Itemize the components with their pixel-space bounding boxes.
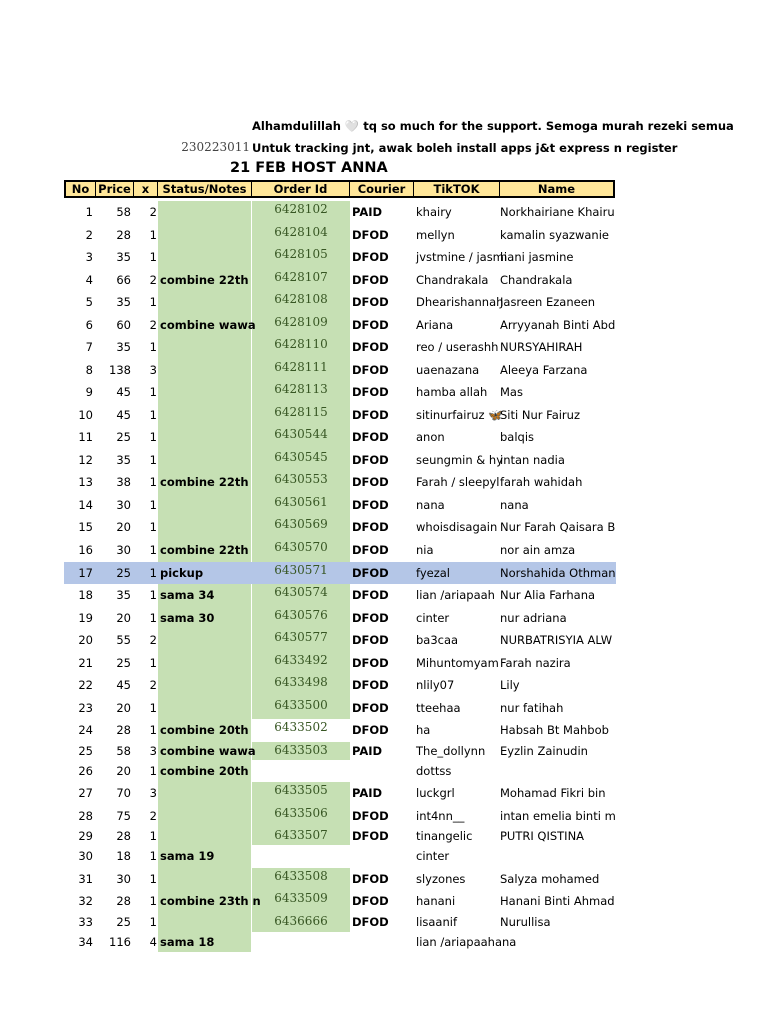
row-no: 30 <box>78 849 93 863</box>
row-status: pickup <box>160 566 204 580</box>
row-qty: 3 <box>149 744 157 758</box>
row-qty: 2 <box>149 273 157 287</box>
col-no[interactable]: No <box>66 182 96 196</box>
table-row[interactable] <box>64 584 616 607</box>
row-name: NURSYAHIRAH <box>500 340 583 354</box>
row-order-id: 6433503 <box>274 743 328 757</box>
row-order-id: 6428111 <box>274 360 328 374</box>
row-name: Mohamad Fikri bin <box>500 786 606 800</box>
row-qty: 1 <box>149 430 157 444</box>
row-order-id: 6428105 <box>274 247 328 261</box>
row-qty: 1 <box>149 475 157 489</box>
row-name: Mas <box>500 385 523 399</box>
row-qty: 3 <box>149 363 157 377</box>
row-status: sama 19 <box>160 849 215 863</box>
table-row[interactable] <box>64 471 616 494</box>
row-order-id: 6428115 <box>274 405 328 419</box>
row-qty: 1 <box>149 723 157 737</box>
row-qty: 1 <box>149 340 157 354</box>
table-header <box>64 180 615 198</box>
table-row[interactable] <box>64 913 616 932</box>
row-qty: 1 <box>149 408 157 422</box>
row-price: 35 <box>116 340 131 354</box>
row-price: 58 <box>116 744 131 758</box>
row-no: 7 <box>85 340 93 354</box>
table-row[interactable] <box>64 291 616 314</box>
row-tiktok: hanani <box>416 894 456 908</box>
row-order-id: 6430553 <box>274 472 328 486</box>
row-order-id: 6428104 <box>274 225 328 239</box>
table-row[interactable] <box>64 629 616 652</box>
row-courier: DFOD <box>352 498 389 512</box>
row-courier: DFOD <box>352 250 389 264</box>
table-row[interactable] <box>64 246 616 269</box>
row-courier: PAID <box>352 205 383 219</box>
row-no: 18 <box>78 588 93 602</box>
col-tiktok[interactable]: TikTOK <box>414 182 500 196</box>
col-name[interactable]: Name <box>537 182 576 196</box>
row-order-id: 6430577 <box>274 630 328 644</box>
row-order-id: 6428110 <box>274 337 328 351</box>
row-status: combine 20th <box>160 764 249 778</box>
row-tiktok: nana <box>416 498 445 512</box>
table-row[interactable] <box>64 932 616 952</box>
row-name: Chandrakala <box>500 273 573 287</box>
row-price: 35 <box>116 250 131 264</box>
row-price: 70 <box>116 786 131 800</box>
row-order-id <box>252 932 350 952</box>
table-row[interactable] <box>64 381 616 404</box>
row-name: intan nadia <box>500 453 565 467</box>
row-price: 66 <box>116 273 131 287</box>
row-tiktok: nlily07 <box>416 678 455 692</box>
row-name: Arryyanah Binti Abd <box>500 318 616 332</box>
row-courier: DFOD <box>352 520 389 534</box>
row-tiktok: Dhearishannah <box>416 295 504 309</box>
table-row[interactable] <box>64 719 616 742</box>
row-courier: DFOD <box>352 656 389 670</box>
row-name: PUTRI QISTINA <box>500 829 585 843</box>
row-qty: 1 <box>149 701 157 715</box>
row-tiktok: jvstmine / jasmi <box>416 250 508 264</box>
row-qty: 4 <box>149 935 157 949</box>
row-qty: 2 <box>149 318 157 332</box>
row-qty: 1 <box>149 764 157 778</box>
row-name <box>500 845 616 868</box>
row-no: 11 <box>78 430 93 444</box>
row-price: 25 <box>116 566 131 580</box>
row-qty: 1 <box>149 915 157 929</box>
row-order-id <box>252 845 350 868</box>
row-price: 18 <box>116 849 131 863</box>
row-courier: DFOD <box>352 678 389 692</box>
row-courier: DFOD <box>352 701 389 715</box>
row-order-id: 6436666 <box>274 914 328 928</box>
table-row[interactable] <box>64 652 616 674</box>
sheet-title: 21 FEB HOST ANNA <box>230 160 388 176</box>
row-price: 28 <box>116 829 131 843</box>
row-name: kamalin syazwanie <box>500 228 609 242</box>
row-price: 38 <box>116 475 131 489</box>
row-price: 30 <box>116 543 131 557</box>
col-price[interactable]: Price <box>96 182 134 196</box>
table-row[interactable] <box>64 782 616 805</box>
table-row[interactable] <box>64 336 616 359</box>
row-courier: DFOD <box>352 295 389 309</box>
row-status: combine wawa <box>160 318 256 332</box>
row-courier: DFOD <box>352 566 389 580</box>
row-tiktok: Ariana <box>416 318 454 332</box>
row-no: 9 <box>85 385 93 399</box>
col-x[interactable]: x <box>134 182 158 196</box>
row-name: Nurullisa <box>500 915 551 929</box>
row-tiktok: cinter <box>416 849 450 863</box>
row-no: 19 <box>78 611 93 625</box>
row-order-id: 6428108 <box>274 292 328 306</box>
table-row[interactable] <box>64 760 616 782</box>
row-no: 25 <box>78 744 93 758</box>
row-qty: 1 <box>149 385 157 399</box>
row-qty: 1 <box>149 520 157 534</box>
row-courier: DFOD <box>352 633 389 647</box>
row-courier: DFOD <box>352 385 389 399</box>
row-no: 6 <box>85 318 93 332</box>
row-no: 21 <box>78 656 93 670</box>
table-row[interactable] <box>64 890 616 913</box>
row-tiktok: The_dollynn <box>416 744 486 758</box>
table-row[interactable] <box>64 269 616 291</box>
row-courier: DFOD <box>352 543 389 557</box>
table-row[interactable] <box>64 805 616 827</box>
row-order-id: 6433500 <box>274 698 328 712</box>
row-tiktok: int4nn__ <box>416 809 465 823</box>
row-qty: 1 <box>149 829 157 843</box>
row-price: 25 <box>116 915 131 929</box>
row-qty: 2 <box>149 205 157 219</box>
row-qty: 1 <box>149 228 157 242</box>
row-price: 20 <box>116 520 131 534</box>
row-name: Siti Nur Fairuz <box>500 408 580 422</box>
row-courier: DFOD <box>352 723 389 737</box>
row-tiktok: lisaanif <box>416 915 458 929</box>
row-name <box>500 932 616 952</box>
row-order-id: 6433498 <box>274 675 328 689</box>
row-courier <box>352 760 412 782</box>
row-price: 45 <box>116 385 131 399</box>
row-tiktok: reo / userashh <box>416 340 499 354</box>
row-name: Hanani Binti Ahmad <box>500 894 615 908</box>
row-no: 22 <box>78 678 93 692</box>
row-price: 28 <box>116 894 131 908</box>
row-tiktok: dottss <box>416 764 452 778</box>
row-courier: DFOD <box>352 475 389 489</box>
row-tiktok: slyzones <box>416 872 466 886</box>
row-price: 116 <box>109 935 131 949</box>
row-tiktok: whoisdisagain <box>416 520 498 534</box>
row-name: Salyza mohamed <box>500 872 600 886</box>
row-order-id: 6428107 <box>274 270 328 284</box>
table-row[interactable] <box>64 539 616 562</box>
row-price: 25 <box>116 430 131 444</box>
row-no: 15 <box>78 520 93 534</box>
row-price: 20 <box>116 701 131 715</box>
row-qty: 1 <box>149 872 157 886</box>
row-courier: DFOD <box>352 228 389 242</box>
row-courier: DFOD <box>352 340 389 354</box>
row-tiktok: mellyn <box>416 228 455 242</box>
row-no: 13 <box>78 475 93 489</box>
col-courier[interactable]: Courier <box>350 182 414 196</box>
row-name: Norkhairiane Khairu <box>500 205 615 219</box>
row-name: nana <box>500 498 529 512</box>
row-name: Aleeya Farzana <box>500 363 588 377</box>
row-order-id: 6430571 <box>274 563 328 577</box>
table-row[interactable] <box>64 562 616 584</box>
row-order-id: 6433502 <box>274 720 328 734</box>
row-order-id: 6430576 <box>274 608 328 622</box>
row-price: 35 <box>116 295 131 309</box>
header-message: Alhamdulillah 🤍 tq so much for the support. Semoga murah rezeki semua <box>252 119 734 133</box>
row-no: 14 <box>78 498 93 512</box>
col-order-id[interactable]: Order Id <box>252 182 350 196</box>
row-qty: 2 <box>149 809 157 823</box>
row-no: 29 <box>78 829 93 843</box>
row-courier <box>352 932 412 952</box>
row-name: Habsah Bt Mahbob <box>500 723 609 737</box>
row-courier: DFOD <box>352 318 389 332</box>
row-price: 30 <box>116 872 131 886</box>
row-courier <box>352 845 412 868</box>
row-no: 16 <box>78 543 93 557</box>
row-qty: 1 <box>149 566 157 580</box>
row-name: NURBATRISYIA ALW <box>500 633 613 647</box>
row-tiktok: luckgrl <box>416 786 455 800</box>
row-tiktok: khairy <box>416 205 452 219</box>
row-tiktok: ba3caa <box>416 633 459 647</box>
row-tiktok: anon <box>416 430 445 444</box>
row-price: 25 <box>116 656 131 670</box>
row-price: 35 <box>116 453 131 467</box>
table-row[interactable] <box>64 404 616 426</box>
row-tiktok: Mihuntomyam <box>416 656 499 670</box>
row-qty: 2 <box>149 678 157 692</box>
row-price: 55 <box>116 633 131 647</box>
row-status: sama 30 <box>160 611 215 625</box>
row-qty: 1 <box>149 250 157 264</box>
row-courier: DFOD <box>352 273 389 287</box>
table-row[interactable] <box>64 494 616 516</box>
row-tiktok: lian /ariapaah <box>416 588 495 602</box>
row-no: 10 <box>78 408 93 422</box>
row-no: 23 <box>78 701 93 715</box>
row-name: hani jasmine <box>500 250 574 264</box>
table-row[interactable] <box>64 224 616 246</box>
row-courier: DFOD <box>352 894 389 908</box>
row-price: 30 <box>116 498 131 512</box>
row-qty: 1 <box>149 894 157 908</box>
row-name: Eyzlin Zainudin <box>500 744 588 758</box>
row-price: 35 <box>116 588 131 602</box>
row-order-id: 6428113 <box>274 382 328 396</box>
row-price: 45 <box>116 408 131 422</box>
row-qty: 2 <box>149 633 157 647</box>
table-row[interactable] <box>64 314 616 336</box>
row-no: 8 <box>85 363 93 377</box>
row-no: 33 <box>78 915 93 929</box>
row-order-id: 6430570 <box>274 540 328 554</box>
table-row[interactable] <box>64 697 616 719</box>
table-row[interactable] <box>64 449 616 471</box>
row-status: sama 18 <box>160 935 215 949</box>
row-status: combine 22th <box>160 543 249 557</box>
row-order-id: 6433508 <box>274 869 328 883</box>
row-status: sama 34 <box>160 588 215 602</box>
row-no: 2 <box>85 228 93 242</box>
row-tiktok: seungmin & hy <box>416 453 504 467</box>
row-qty: 1 <box>149 498 157 512</box>
row-tiktok: tinangelic <box>416 829 473 843</box>
row-price: 28 <box>116 228 131 242</box>
row-no: 1 <box>85 205 93 219</box>
row-tiktok: Farah / sleepyl <box>416 475 500 489</box>
table-row[interactable] <box>64 516 616 539</box>
row-no: 31 <box>78 872 93 886</box>
row-courier: DFOD <box>352 872 389 886</box>
row-order-id: 6433506 <box>274 806 328 820</box>
row-order-id: 6433507 <box>274 828 328 842</box>
row-tiktok: uaenazana <box>416 363 480 377</box>
table-row[interactable] <box>64 742 616 760</box>
row-order-id: 6428102 <box>274 202 328 216</box>
row-name: balqis <box>500 430 535 444</box>
row-qty: 3 <box>149 786 157 800</box>
row-no: 5 <box>85 295 93 309</box>
row-price: 28 <box>116 723 131 737</box>
row-price: 58 <box>116 205 131 219</box>
row-courier: DFOD <box>352 363 389 377</box>
row-courier: DFOD <box>352 829 389 843</box>
table-row[interactable] <box>64 426 616 449</box>
row-no: 32 <box>78 894 93 908</box>
row-courier: PAID <box>352 744 383 758</box>
table-row[interactable] <box>64 674 616 697</box>
row-price: 45 <box>116 678 131 692</box>
row-tiktok: tteehaa <box>416 701 461 715</box>
row-tiktok: nia <box>416 543 434 557</box>
row-order-id <box>252 760 350 782</box>
row-tiktok: cinter <box>416 611 450 625</box>
row-price: 20 <box>116 611 131 625</box>
row-name: Nur Alia Farhana <box>500 588 596 602</box>
row-qty: 1 <box>149 656 157 670</box>
table-row[interactable] <box>64 868 616 890</box>
row-order-id: 6430569 <box>274 517 328 531</box>
row-no: 34 <box>78 935 93 949</box>
row-status: combine 22th <box>160 475 249 489</box>
row-price: 138 <box>109 363 131 377</box>
row-no: 24 <box>78 723 93 737</box>
row-qty: 1 <box>149 453 157 467</box>
table-row[interactable] <box>64 827 616 845</box>
row-order-id: 6433505 <box>274 783 328 797</box>
row-tiktok: fyezal <box>416 566 451 580</box>
row-no: 3 <box>85 250 93 264</box>
row-status: combine 20th <box>160 723 249 737</box>
row-status: combine wawa <box>160 744 256 758</box>
row-tiktok: lian /ariapaahana <box>416 935 517 949</box>
row-price: 75 <box>116 809 131 823</box>
row-name: nur fatihah <box>500 701 564 715</box>
table-row[interactable] <box>64 359 616 381</box>
row-courier: DFOD <box>352 453 389 467</box>
row-no: 4 <box>85 273 93 287</box>
row-no: 28 <box>78 809 93 823</box>
row-qty: 1 <box>149 611 157 625</box>
row-order-id: 6430561 <box>274 495 328 509</box>
row-name: Nur Farah Qaisara B <box>500 520 616 534</box>
row-order-id: 6430574 <box>274 585 328 599</box>
row-no: 27 <box>78 786 93 800</box>
row-courier: DFOD <box>352 611 389 625</box>
row-tiktok: sitinurfairuz 🦋 <box>416 408 503 422</box>
row-courier: DFOD <box>352 408 389 422</box>
row-order-id: 6430544 <box>274 427 328 441</box>
row-courier: DFOD <box>352 588 389 602</box>
table-row[interactable] <box>64 845 616 868</box>
batch-code: 230223011 <box>181 140 250 154</box>
table-row[interactable] <box>64 201 616 224</box>
row-price: 60 <box>116 318 131 332</box>
row-courier: DFOD <box>352 809 389 823</box>
row-name: Farah nazira <box>500 656 571 670</box>
row-qty: 1 <box>149 543 157 557</box>
row-status: combine 22th <box>160 273 249 287</box>
tracking-note: Untuk tracking jnt, awak boleh install apps j&t express n register <box>252 141 678 155</box>
row-name: intan emelia binti m <box>500 809 616 823</box>
row-name <box>500 760 616 782</box>
row-tiktok: Chandrakala <box>416 273 489 287</box>
row-status: combine 23th n <box>160 894 261 908</box>
row-tiktok: hamba allah <box>416 385 488 399</box>
row-name: Lily <box>500 678 520 692</box>
row-order-id: 6430545 <box>274 450 328 464</box>
row-order-id: 6428109 <box>274 315 328 329</box>
row-no: 26 <box>78 764 93 778</box>
row-name: nur adriana <box>500 611 567 625</box>
row-name: Norshahida Othman <box>500 566 616 580</box>
row-order-id: 6433492 <box>274 653 328 667</box>
row-price: 20 <box>116 764 131 778</box>
row-name: Jasreen Ezaneen <box>500 295 596 309</box>
col-status[interactable]: Status/Notes <box>158 182 252 196</box>
row-qty: 1 <box>149 588 157 602</box>
row-name: farah wahidah <box>500 475 583 489</box>
row-courier: DFOD <box>352 915 389 929</box>
row-tiktok: ha <box>416 723 431 737</box>
row-courier: DFOD <box>352 430 389 444</box>
row-no: 20 <box>78 633 93 647</box>
row-qty: 1 <box>149 295 157 309</box>
row-no: 12 <box>78 453 93 467</box>
row-name: nor ain amza <box>500 543 576 557</box>
row-order-id: 6433509 <box>274 891 328 905</box>
row-no: 17 <box>78 566 93 580</box>
table-row[interactable] <box>64 607 616 629</box>
row-courier: PAID <box>352 786 383 800</box>
row-qty: 1 <box>149 849 157 863</box>
